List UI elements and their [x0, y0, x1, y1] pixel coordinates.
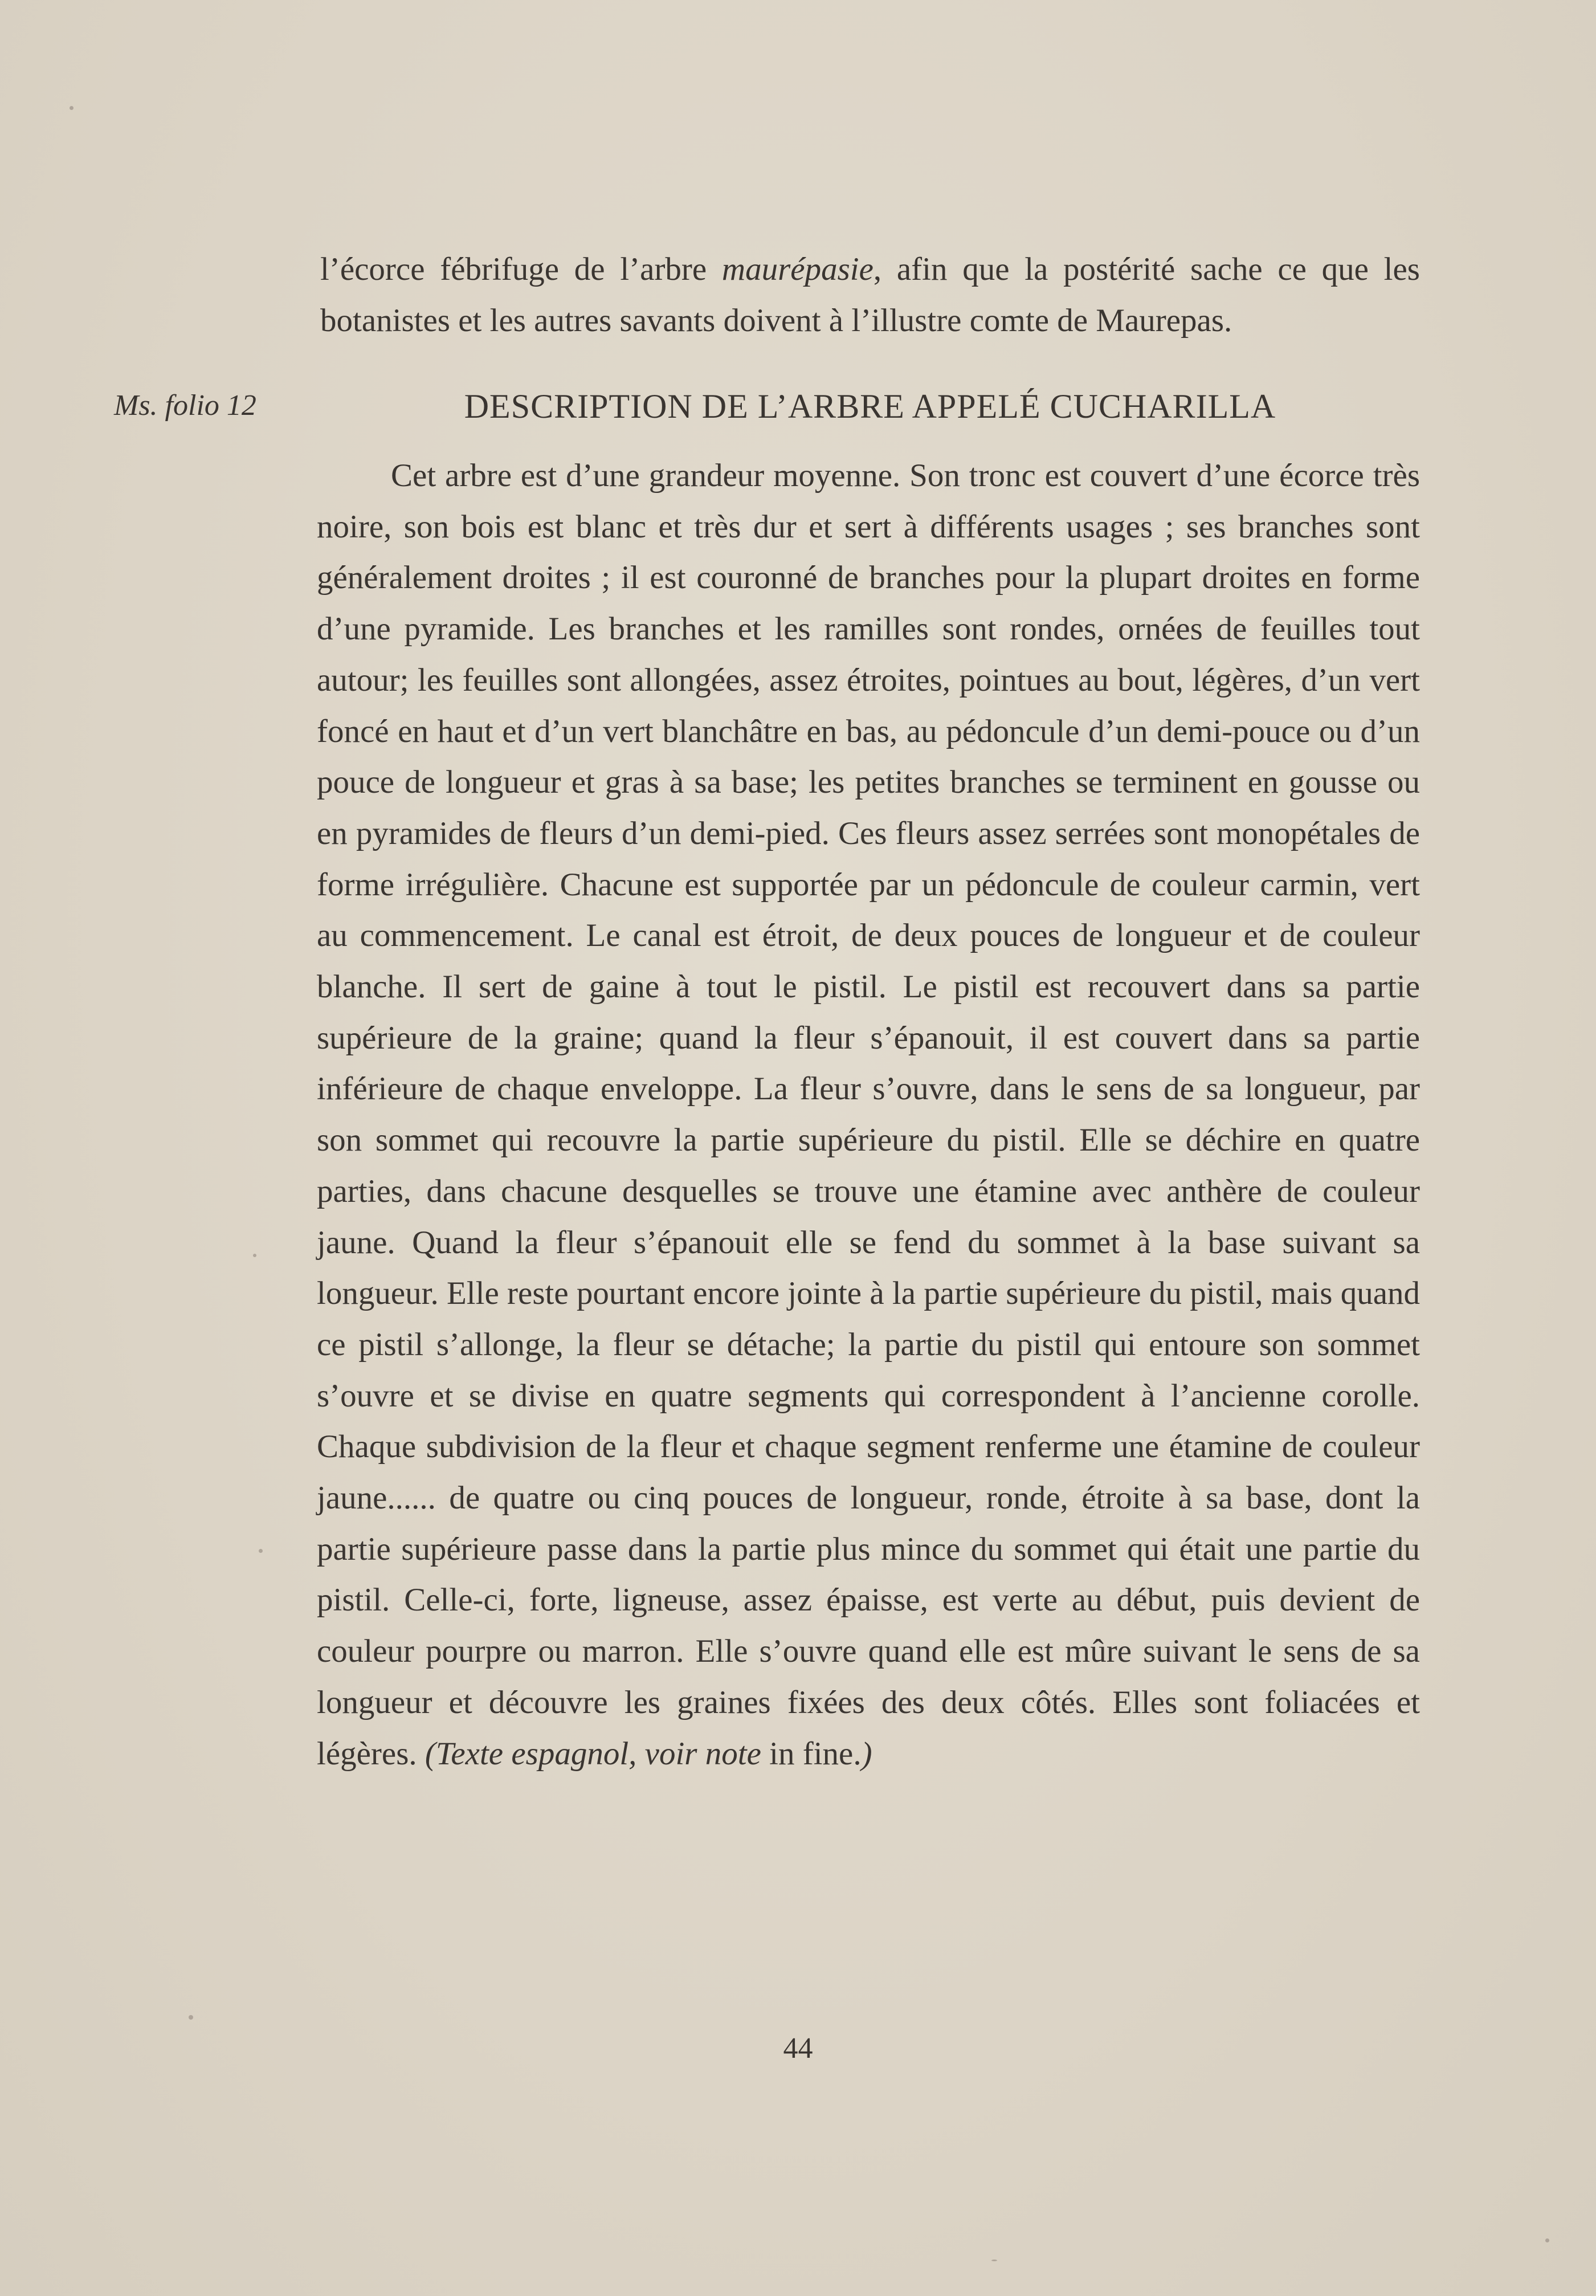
paper-speck — [259, 1549, 263, 1553]
intro-paragraph — [320, 244, 1420, 346]
note-reference-close: ) — [861, 1735, 872, 1772]
paper-speck — [1545, 2238, 1549, 2242]
paper-speck — [991, 2260, 997, 2261]
manuscript-folio-note: Ms. folio 12 — [114, 389, 256, 422]
note-reference-in: in — [761, 1735, 803, 1772]
description-text: Cet arbre est d’une grandeur moyenne. Son tronc est couvert d’une écorce très noire, son bois est blanc et très dur et sert à différents usages ; ses branches sont généralement droites ; il est couronné de branches pour la plupart droites en forme d’une pyramide. Les branches et les ramilles sont rondes, ornées de feuilles tout autour; les feuilles sont allongées, assez étroites, pointues au bout, légères, d’un vert foncé en haut et d’un vert blanchâtre en bas, au pédoncule d’un demi-pouce ou d’un pouce de longueur et gras à sa base; les petites branches se terminent en gousse ou en pyramides de fleurs d’un demi-pied. Ces fleurs assez serrées sont monopétales de forme irrégulière. Chacune est supportée par un pédoncule de couleur carmin, vert au commencement. Le canal est étroit, de deux pouces de longueur et de couleur blanche. Il sert de gaine à tout le pistil. Le pistil est recouvert dans sa partie supérieure de la graine; quand la fleur s’épanouit, il est couvert dans sa partie inférieure de chaque enveloppe. La fleur s’ouvre, dans le sens de sa longueur, par son sommet qui recouvre la partie supérieure du pistil. Elle se déchire en quatre parties, dans chacune desquelles se trouve une étamine avec anthère de couleur jaune. Quand la fleur s’épanouit elle se fend du sommet à la base suivant sa longueur. Elle reste pourtant encore jointe à la partie supérieure du pistil, mais quand ce pistil s’allonge, la fleur se détache; la partie du pistil qui entoure son sommet s’ouvre et se divise en quatre segments qui correspondent à l’ancienne corolle. Chaque subdivision de la fleur et chaque segment renferme une étamine de couleur jaune...... de quatre ou cinq pouces de longueur, ronde, étroite à sa base, dont la partie supérieure passe dans la partie plus mince du sommet qui était une partie du pistil. Celle-ci, forte, ligneuse, assez épaisse, est verte au début, puis devient de couleur pourpre ou marron. Elle s’ouvre quand elle est mûre suivant le sens de sa longueur et découvre les graines fixées des deux côtés. Elles sont foliacées et légères. — [317, 458, 1420, 1772]
paper-speck — [189, 2015, 193, 2020]
description-paragraph — [317, 450, 1420, 1779]
note-reference-fine: fine. — [802, 1735, 862, 1772]
paper-speck — [70, 106, 74, 110]
note-reference-open: (Texte espagnol, voir note — [424, 1735, 761, 1772]
intro-text-end: , afin que la postérité sache ce que les botanistes et les autres savants doivent à l’illustre comte de Maurepas. — [320, 251, 1420, 339]
paper-speck — [253, 1254, 256, 1257]
section-heading: DESCRIPTION DE L’ARBRE APPELÉ CUCHARILLA — [464, 388, 1276, 425]
intro-text-start: l’écorce fébrifuge de l’arbre — [320, 251, 722, 287]
intro-italic-term: maurépasie — [721, 251, 873, 287]
page-number: 44 — [783, 2032, 813, 2065]
